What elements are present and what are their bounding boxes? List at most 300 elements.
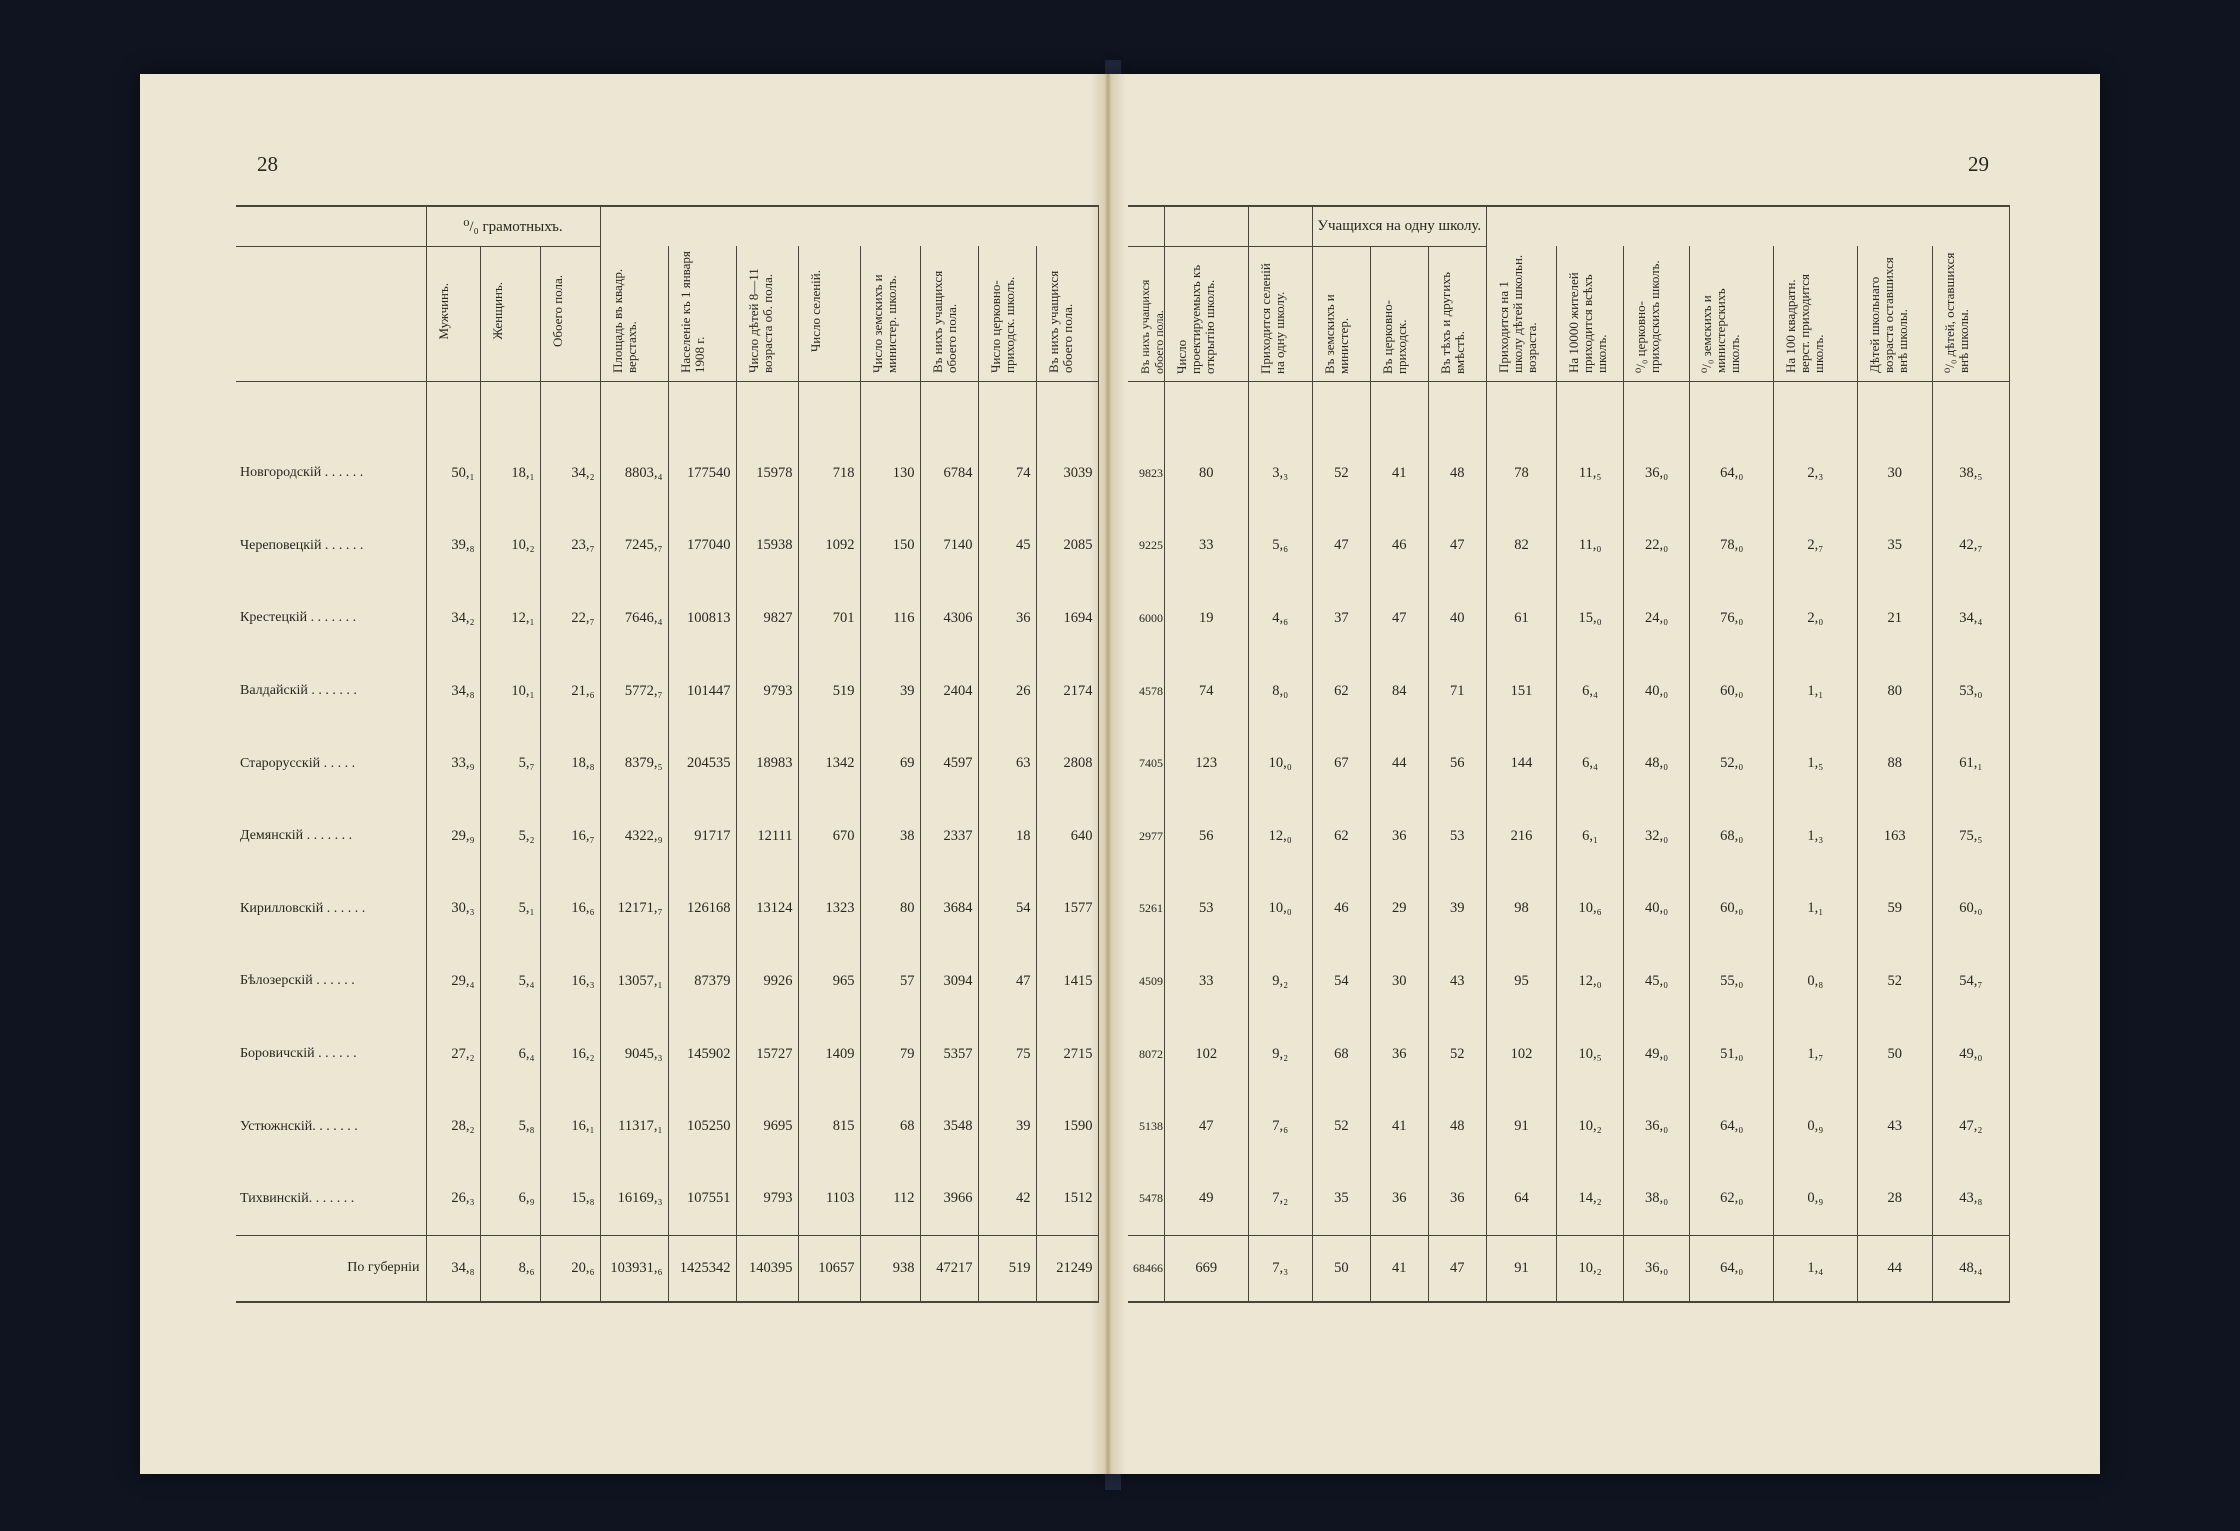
total-cell: 10,₂ <box>1557 1236 1623 1302</box>
table-cell: 100813 <box>668 582 736 655</box>
table-cell: 91717 <box>668 800 736 873</box>
table-cell: 1512 <box>1036 1163 1098 1236</box>
total-cell: 7,₃ <box>1248 1236 1312 1302</box>
total-cell: 21249 <box>1036 1236 1098 1302</box>
table-cell: 3039 <box>1036 437 1098 510</box>
district-name: Новгородскій . . . . . . <box>240 465 364 481</box>
table-cell: 9827 <box>736 582 798 655</box>
table-cell: 15,₀ <box>1557 582 1623 655</box>
column-header-label: Число дѣтей 8—11 возраста об. пола. <box>745 268 775 374</box>
table-cell: 5,₁ <box>480 873 540 946</box>
table-cell: 29,₄ <box>426 945 480 1018</box>
table-cell: 10,₅ <box>1557 1018 1623 1091</box>
table-cell: 18983 <box>736 727 798 800</box>
table-cell: 98 <box>1486 873 1557 946</box>
table-cell: 1,₇ <box>1774 1018 1858 1091</box>
table-row <box>1128 510 2010 583</box>
column-header-label: Въ нихъ учащихся обоего пола. <box>1138 279 1166 374</box>
table-cell: 6784 <box>920 437 978 510</box>
total-cell: 938 <box>860 1236 920 1302</box>
table-cell: 101447 <box>668 655 736 728</box>
table-cell: 640 <box>1036 800 1098 873</box>
table-row <box>1128 1163 2010 1236</box>
column-header <box>798 246 860 381</box>
table-cell: 30 <box>1370 945 1428 1018</box>
table-cell: 61 <box>1486 582 1557 655</box>
column-header-label: Дѣтей школьнаго возраста оставшихся внѣ школы. <box>1866 257 1910 374</box>
table-cell: 7405 <box>1138 756 1163 771</box>
table-cell: 53 <box>1164 873 1248 946</box>
total-cell: 48,₄ <box>1932 1236 2009 1302</box>
table-cell: 36,₀ <box>1623 1090 1689 1163</box>
column-header <box>668 246 736 381</box>
total-cell: 50 <box>1312 1236 1370 1302</box>
table-cell: 15,₈ <box>540 1163 600 1236</box>
column-header <box>1623 246 1689 381</box>
table-cell: 3,₃ <box>1248 437 1312 510</box>
table-cell: 41 <box>1370 1090 1428 1163</box>
table-cell: 2715 <box>1036 1018 1098 1091</box>
table-cell: 75,₅ <box>1932 800 2009 873</box>
table-cell: 39 <box>978 1090 1036 1163</box>
table-cell: 1323 <box>798 873 860 946</box>
table-cell: 34,₂ <box>540 437 600 510</box>
table-cell: 4306 <box>920 582 978 655</box>
table-cell: 12,₀ <box>1557 945 1623 1018</box>
table-cell: 6,₄ <box>480 1018 540 1091</box>
total-row <box>236 1236 1098 1302</box>
table-cell: 87379 <box>668 945 736 1018</box>
table-cell: 38,₅ <box>1932 437 2009 510</box>
table-cell: 52 <box>1428 1018 1486 1091</box>
total-cell: 44 <box>1857 1236 1932 1302</box>
district-name: Крестецкій . . . . . . . <box>240 610 357 626</box>
table-cell: 34,₈ <box>426 655 480 728</box>
total-cell: 8,₆ <box>480 1236 540 1302</box>
table-cell: 9045,₃ <box>600 1018 668 1091</box>
table-cell: 43,₈ <box>1932 1163 2009 1236</box>
table-cell: 56 <box>1428 727 1486 800</box>
column-header-label: Населеніе къ 1 января 1908 г. <box>677 251 707 374</box>
table-cell: 49,₀ <box>1932 1018 2009 1091</box>
column-header-label: Въ церковно-приходск. <box>1379 299 1409 374</box>
table-cell: 40,₀ <box>1623 655 1689 728</box>
table-row <box>1128 1090 2010 1163</box>
table-cell: 42 <box>978 1163 1036 1236</box>
table-cell: 49,₀ <box>1623 1018 1689 1091</box>
table-cell: 63 <box>978 727 1036 800</box>
table-cell: 36 <box>978 582 1036 655</box>
table-cell: 39,₈ <box>426 510 480 583</box>
table-cell: 62 <box>1312 655 1370 728</box>
table-cell: 5,₂ <box>480 800 540 873</box>
column-header-label: Число проектируемыхъ къ открытію школъ. <box>1173 264 1217 374</box>
table-cell: 74 <box>978 437 1036 510</box>
table-row <box>236 510 1098 583</box>
table-row <box>1128 655 2010 728</box>
table-cell: 53 <box>1428 800 1486 873</box>
total-cell: 519 <box>978 1236 1036 1302</box>
table-cell: 7140 <box>920 510 978 583</box>
column-header <box>1164 246 1248 381</box>
table-cell: 26 <box>978 655 1036 728</box>
literacy-group-header: ⁰/₀ грамотныхъ. <box>426 206 600 246</box>
column-header <box>1036 246 1098 381</box>
table-cell: 9225 <box>1138 538 1163 553</box>
total-cell: 669 <box>1164 1236 1248 1302</box>
table-cell: 95 <box>1486 945 1557 1018</box>
table-cell: 2808 <box>1036 727 1098 800</box>
table-cell: 61,₁ <box>1932 727 2009 800</box>
table-cell: 1103 <box>798 1163 860 1236</box>
column-header-label: ⁰/₀ дѣтей, оставшихся внѣ школы. <box>1941 252 1971 374</box>
district-name: Устюжнскій. . . . . . . <box>240 1118 358 1134</box>
table-cell: 2085 <box>1036 510 1098 583</box>
table-cell: 45 <box>978 510 1036 583</box>
total-cell: 103931,₆ <box>600 1236 668 1302</box>
table-cell: 29,₉ <box>426 800 480 873</box>
table-cell: 12,₁ <box>480 582 540 655</box>
table-cell: 21,₆ <box>540 655 600 728</box>
table-cell: 3684 <box>920 873 978 946</box>
column-header-label: Число церковно-приходск. школъ. <box>987 277 1017 374</box>
table-cell: 28 <box>1857 1163 1932 1236</box>
table-cell: 42,₇ <box>1932 510 2009 583</box>
table-cell: 54,₇ <box>1932 945 2009 1018</box>
column-header <box>1128 246 1164 381</box>
total-row <box>1128 1236 2010 1302</box>
table-cell: 10,₂ <box>1557 1090 1623 1163</box>
table-cell: 32,₀ <box>1623 800 1689 873</box>
district-name: Старорусскій . . . . . <box>240 755 356 771</box>
table-cell: 9793 <box>736 1163 798 1236</box>
table-cell: 5,₇ <box>480 727 540 800</box>
table-cell: 3548 <box>920 1090 978 1163</box>
table-cell: 2174 <box>1036 655 1098 728</box>
table-cell: 6,₉ <box>480 1163 540 1236</box>
column-header-label: Въ нихъ учащихся обоего пола. <box>1045 271 1075 374</box>
column-header <box>1557 246 1623 381</box>
table-cell: 80 <box>1857 655 1932 728</box>
table-cell: 130 <box>860 437 920 510</box>
table-cell: 36 <box>1370 1163 1428 1236</box>
total-cell: 36,₀ <box>1623 1236 1689 1302</box>
table-cell: 5138 <box>1138 1119 1163 1134</box>
table-cell: 815 <box>798 1090 860 1163</box>
column-header-label: Мужчинъ. <box>435 282 451 340</box>
table-cell: 59 <box>1857 873 1932 946</box>
table-cell: 10,₀ <box>1248 873 1312 946</box>
table-cell: 965 <box>798 945 860 1018</box>
table-cell: 123 <box>1164 727 1248 800</box>
table-cell: 11,₅ <box>1557 437 1623 510</box>
table-cell: 12,₀ <box>1248 800 1312 873</box>
table-cell: 2404 <box>920 655 978 728</box>
table-cell: 16,₁ <box>540 1090 600 1163</box>
table-cell: 19 <box>1164 582 1248 655</box>
table-cell: 145902 <box>668 1018 736 1091</box>
total-cell: 64,₀ <box>1690 1236 1774 1302</box>
table-cell: 39 <box>860 655 920 728</box>
table-cell: 9926 <box>736 945 798 1018</box>
column-header-label: На 100 квадратн. верст. приходится школъ. <box>1783 274 1827 374</box>
table-cell: 40 <box>1428 582 1486 655</box>
total-cell: 140395 <box>736 1236 798 1302</box>
table-cell: 4,₆ <box>1248 582 1312 655</box>
column-header <box>1312 246 1370 381</box>
table-cell: 64,₀ <box>1690 437 1774 510</box>
total-cell: 10657 <box>798 1236 860 1302</box>
table-row <box>236 655 1098 728</box>
table-cell: 0,₈ <box>1774 945 1858 1018</box>
table-cell: 3966 <box>920 1163 978 1236</box>
table-cell: 68 <box>860 1090 920 1163</box>
table-cell: 144 <box>1486 727 1557 800</box>
table-cell: 60,₀ <box>1690 873 1774 946</box>
table-cell: 16,₇ <box>540 800 600 873</box>
table-cell: 60,₀ <box>1690 655 1774 728</box>
table-cell: 74 <box>1164 655 1248 728</box>
table-cell: 80 <box>1164 437 1248 510</box>
table-cell: 47 <box>978 945 1036 1018</box>
table-cell: 8803,₄ <box>600 437 668 510</box>
table-cell: 53,₀ <box>1932 655 2009 728</box>
table-cell: 54 <box>978 873 1036 946</box>
table-cell: 49 <box>1164 1163 1248 1236</box>
table-cell: 105250 <box>668 1090 736 1163</box>
table-cell: 36 <box>1370 800 1428 873</box>
total-cell: 47 <box>1428 1236 1486 1302</box>
table-cell: 1409 <box>798 1018 860 1091</box>
table-cell: 11317,₁ <box>600 1090 668 1163</box>
table-cell: 126168 <box>668 873 736 946</box>
table-cell: 43 <box>1857 1090 1932 1163</box>
table-cell: 16,₆ <box>540 873 600 946</box>
table-cell: 38,₀ <box>1623 1163 1689 1236</box>
table-cell: 216 <box>1486 800 1557 873</box>
table-cell: 1694 <box>1036 582 1098 655</box>
table-cell: 1,₁ <box>1774 655 1858 728</box>
table-cell: 50 <box>1857 1018 1932 1091</box>
table-cell: 10,₆ <box>1557 873 1623 946</box>
column-header <box>1370 246 1428 381</box>
table-cell: 10,₂ <box>480 510 540 583</box>
table-cell: 30 <box>1857 437 1932 510</box>
table-cell: 46 <box>1312 873 1370 946</box>
table-cell: 78 <box>1486 437 1557 510</box>
district-name: Валдайскій . . . . . . . <box>240 683 357 699</box>
column-header-label: ⁰/₀ земскихъ и министерскихъ школъ. <box>1699 288 1743 374</box>
page-number-right: 29 <box>1968 152 1989 176</box>
column-header <box>1857 246 1932 381</box>
table-row <box>236 1018 1098 1091</box>
table-cell: 112 <box>860 1163 920 1236</box>
column-header <box>1428 246 1486 381</box>
table-cell: 2,₀ <box>1774 582 1858 655</box>
district-name: Череповецкій . . . . . . <box>240 537 364 553</box>
column-header <box>600 246 668 381</box>
total-cell: 1425342 <box>668 1236 736 1302</box>
table-cell: 43 <box>1428 945 1486 1018</box>
district-name: Демянскій . . . . . . . <box>240 828 353 844</box>
table-cell: 163 <box>1857 800 1932 873</box>
district-name: Тихвинскій. . . . . . . <box>240 1190 355 1206</box>
table-cell: 1,₅ <box>1774 727 1858 800</box>
table-cell: 519 <box>798 655 860 728</box>
table-cell: 13124 <box>736 873 798 946</box>
table-cell: 38 <box>860 800 920 873</box>
table-row <box>236 727 1098 800</box>
table-cell: 5772,₇ <box>600 655 668 728</box>
table-cell: 0,₉ <box>1774 1163 1858 1236</box>
table-row <box>1128 945 2010 1018</box>
table-cell: 48 <box>1428 437 1486 510</box>
table-cell: 670 <box>798 800 860 873</box>
table-cell: 22,₇ <box>540 582 600 655</box>
table-cell: 82 <box>1486 510 1557 583</box>
table-cell: 10,₁ <box>480 655 540 728</box>
total-cell: 91 <box>1486 1236 1557 1302</box>
table-cell: 52 <box>1312 437 1370 510</box>
column-header <box>1486 246 1557 381</box>
table-cell: 151 <box>1486 655 1557 728</box>
column-header <box>1774 246 1858 381</box>
total-cell: 34,₈ <box>426 1236 480 1302</box>
column-header-label: Женщинъ. <box>489 282 505 340</box>
table-cell: 718 <box>798 437 860 510</box>
table-cell: 50,₁ <box>426 437 480 510</box>
table-row <box>236 1090 1098 1163</box>
table-cell: 47 <box>1370 582 1428 655</box>
table-cell: 5357 <box>920 1018 978 1091</box>
table-cell: 4322,₉ <box>600 800 668 873</box>
table-cell: 4578 <box>1138 683 1163 698</box>
total-cell: 1,₄ <box>1774 1236 1858 1302</box>
table-cell: 22,₀ <box>1623 510 1689 583</box>
table-cell: 52,₀ <box>1690 727 1774 800</box>
table-cell: 5,₈ <box>480 1090 540 1163</box>
table-cell: 6000 <box>1138 610 1163 625</box>
table-cell: 76,₀ <box>1690 582 1774 655</box>
table-cell: 5,₄ <box>480 945 540 1018</box>
table-cell: 39 <box>1428 873 1486 946</box>
table-cell: 71 <box>1428 655 1486 728</box>
table-cell: 7646,₄ <box>600 582 668 655</box>
table-row <box>236 873 1098 946</box>
column-header <box>1690 246 1774 381</box>
table-row <box>236 800 1098 873</box>
table-cell: 62,₀ <box>1690 1163 1774 1236</box>
table-cell: 28,₂ <box>426 1090 480 1163</box>
table-cell: 2337 <box>920 800 978 873</box>
table-cell: 30,₃ <box>426 873 480 946</box>
column-header-label: Площадь въ квадр. верстахъ. <box>609 269 639 374</box>
statistics-table-right <box>1128 205 2010 1303</box>
table-cell: 41 <box>1370 437 1428 510</box>
table-cell: 4597 <box>920 727 978 800</box>
table-cell: 1092 <box>798 510 860 583</box>
column-header-label: Число селеній. <box>807 269 823 352</box>
table-cell: 78,₀ <box>1690 510 1774 583</box>
table-cell: 116 <box>860 582 920 655</box>
table-cell: 15727 <box>736 1018 798 1091</box>
table-cell: 47 <box>1164 1090 1248 1163</box>
column-header <box>736 246 798 381</box>
table-cell: 10,₀ <box>1248 727 1312 800</box>
table-cell: 8072 <box>1138 1046 1163 1061</box>
table-cell: 177540 <box>668 437 736 510</box>
table-cell: 47 <box>1428 510 1486 583</box>
table-cell: 68,₀ <box>1690 800 1774 873</box>
table-cell: 150 <box>860 510 920 583</box>
table-row <box>1128 582 2010 655</box>
table-row <box>1128 437 2010 510</box>
table-cell: 51,₀ <box>1690 1018 1774 1091</box>
table-cell: 102 <box>1164 1018 1248 1091</box>
table-cell: 7245,₇ <box>600 510 668 583</box>
table-cell: 8,₀ <box>1248 655 1312 728</box>
table-cell: 62 <box>1312 800 1370 873</box>
table-cell: 26,₃ <box>426 1163 480 1236</box>
table-cell: 11,₀ <box>1557 510 1623 583</box>
table-cell: 64 <box>1486 1163 1557 1236</box>
table-cell: 69 <box>860 727 920 800</box>
students-per-school-group-header: Учащихся на одну школу. <box>1312 206 1486 246</box>
table-cell: 44 <box>1370 727 1428 800</box>
table-cell: 35 <box>1857 510 1932 583</box>
table-cell: 36,₀ <box>1623 437 1689 510</box>
table-cell: 64,₀ <box>1690 1090 1774 1163</box>
table-cell: 47 <box>1312 510 1370 583</box>
column-header-label: Въ нихъ учащихся обоего пола. <box>929 271 959 374</box>
table-cell: 7,₂ <box>1248 1163 1312 1236</box>
table-cell: 2977 <box>1138 828 1163 843</box>
table-row <box>236 437 1098 510</box>
column-header <box>480 246 540 381</box>
table-cell: 33,₉ <box>426 727 480 800</box>
table-cell: 1577 <box>1036 873 1098 946</box>
table-cell: 7,₆ <box>1248 1090 1312 1163</box>
table-row <box>236 582 1098 655</box>
table-cell: 8379,₅ <box>600 727 668 800</box>
table-cell: 14,₂ <box>1557 1163 1623 1236</box>
table-cell: 24,₀ <box>1623 582 1689 655</box>
table-cell: 6,₄ <box>1557 727 1623 800</box>
table-cell: 6,₄ <box>1557 655 1623 728</box>
table-cell: 2,₇ <box>1774 510 1858 583</box>
table-cell: 56 <box>1164 800 1248 873</box>
table-cell: 45,₀ <box>1623 945 1689 1018</box>
table-cell: 1342 <box>798 727 860 800</box>
column-header <box>1932 246 2009 381</box>
table-cell: 15938 <box>736 510 798 583</box>
table-cell: 29 <box>1370 873 1428 946</box>
column-header-label: На 10000 жителей приходится всѣхъ школъ. <box>1566 272 1610 374</box>
total-cell: 47217 <box>920 1236 978 1302</box>
table-cell: 91 <box>1486 1090 1557 1163</box>
table-row <box>1128 727 2010 800</box>
column-header-label: Въ земскихъ и министер. <box>1321 293 1351 374</box>
column-header <box>1248 246 1312 381</box>
table-cell: 40,₀ <box>1623 873 1689 946</box>
table-cell: 177040 <box>668 510 736 583</box>
district-name: Боровичскій . . . . . . <box>240 1046 357 1062</box>
table-cell: 13057,₁ <box>600 945 668 1018</box>
table-cell: 33 <box>1164 510 1248 583</box>
table-cell: 18,₁ <box>480 437 540 510</box>
column-header-label: Въ тѣхъ и другихъ вмѣстѣ. <box>1437 271 1467 374</box>
table-cell: 0,₉ <box>1774 1090 1858 1163</box>
